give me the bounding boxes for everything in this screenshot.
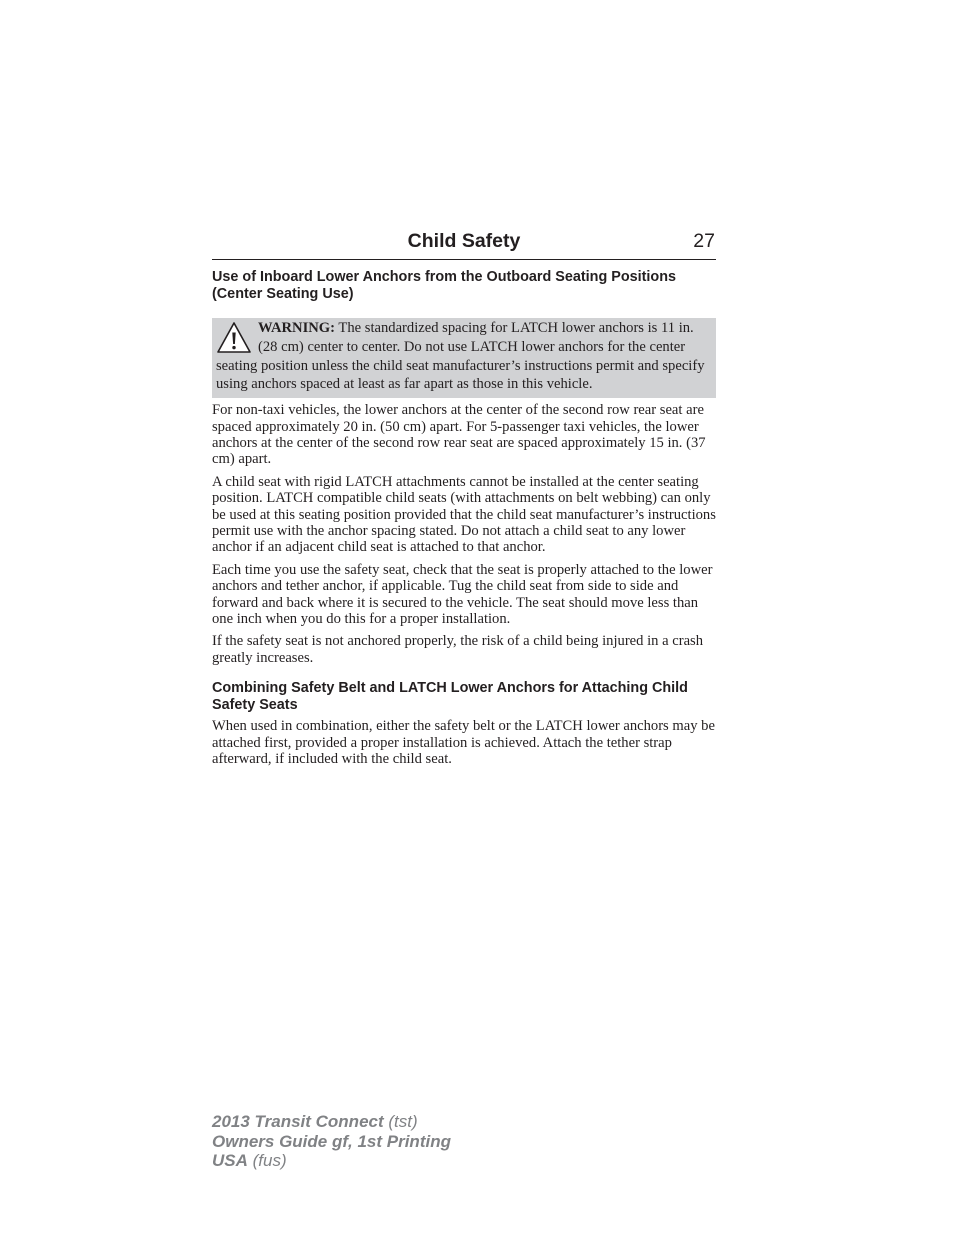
manual-page [212,226,716,768]
footer-model: 2013 Transit Connect [212,1112,384,1131]
footer-guide: Owners Guide gf, 1st Printing [212,1131,451,1151]
paragraph: When used in combination, either the safety belt or the LATCH lower anchors may be attached first, provided a proper installation is achieved. Attach the tether strap afterward, if included with the child seat. [212,718,715,768]
warning-label: WARNING: [258,320,336,336]
paragraph: For non-taxi vehicles, the lower anchors at the center of the second row rear seat are spaced approximately 20 in. (50 cm) apart. For 5-passenger taxi vehicles, the lower anchors at the center of the second row rear seat are spaced approximately 15 in. (37 cm) apart. [212,402,706,468]
footer-model-code: (tst) [388,1112,418,1131]
warning-box [212,318,716,398]
footer-line-market [212,1151,451,1171]
footer-line-guide [212,1132,451,1152]
page-number: 27 [693,230,715,252]
footer-market: USA [212,1151,248,1170]
chapter-title: Child Safety [407,230,521,252]
section-heading-inboard-anchors: Use of Inboard Lower Anchors from the Outboard Seating Positions (Center Seating Use) [212,269,676,302]
section-heading-combining-belt-latch: Combining Safety Belt and LATCH Lower Anchors for Attaching Child Safety Seats [212,680,688,714]
warning-text: The standardized spacing for LATCH lower anchors is 11 in. (28 cm) center to center. Do not use LATCH lower anchors for the center seating position unless the child seat manufacturer’s instructions permit and specify using anchors spaced at least as far apart as those in this vehicle. [216,320,705,393]
footer-line-model [212,1112,451,1132]
footer-market-code: (fus) [252,1151,287,1170]
warning-triangle-icon [216,320,252,356]
paragraph: A child seat with rigid LATCH attachments cannot be installed at the center seating position. LATCH compatible child seats (with attachments on belt webbing) can only be used at this seating position provided that the child seat manufacturer’s instructions permit use with the anchor spacing stated. Do not attach a child seat to any lower anchor if an adjacent child seat is attached to that anchor. [212,473,716,556]
page-footer [212,1112,451,1171]
paragraph: If the safety seat is not anchored properly, the risk of a child being injured in a crash greatly increases. [212,633,704,666]
page-header [212,226,716,260]
paragraph: Each time you use the safety seat, check that the seat is properly attached to the lower anchors and tether anchor, if applicable. Tug the child seat from side to side and forward and back where it is secured to the vehicle. The seat should move less than one inch when you do this for a proper installation. [212,561,713,628]
